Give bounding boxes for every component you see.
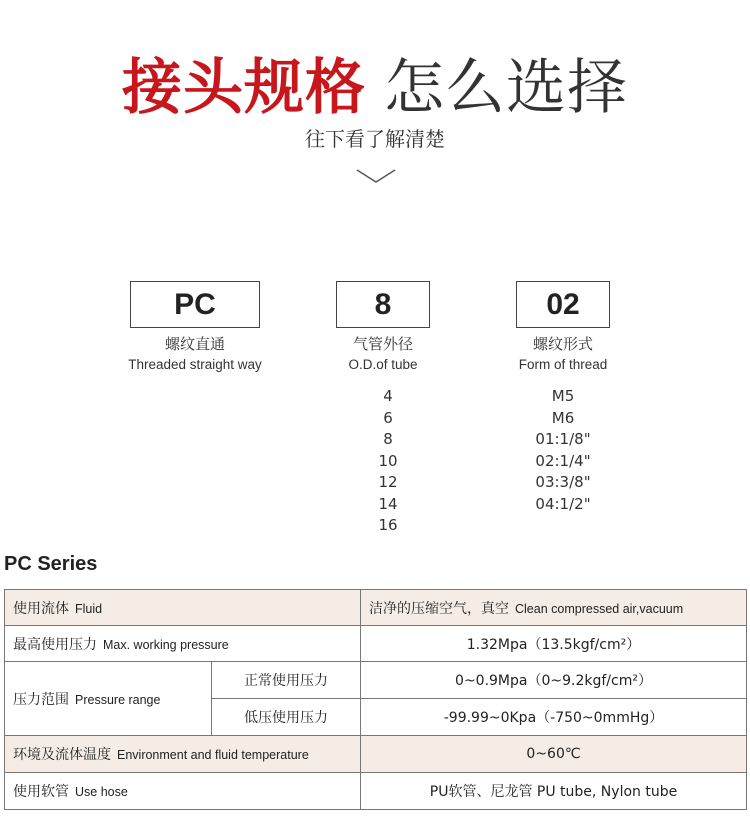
code-label-thread-en: Form of thread (518, 357, 608, 372)
list-item: 14 (378, 494, 398, 513)
code-label-type-cn: 螺纹直通 (164, 335, 225, 353)
list-item: 8 (383, 430, 393, 448)
table-row (5, 626, 747, 662)
hose-value: PU软管、尼龙管 PU tube, Nylon tube (361, 773, 747, 810)
list-item: 4 (383, 387, 393, 405)
table-row (5, 773, 747, 810)
list-item: 12 (378, 473, 398, 491)
title-highlight: 接头规格 (122, 53, 366, 123)
hose-label: 使用软管 Use hose (5, 773, 361, 810)
thread-form-list (513, 386, 613, 515)
code-label-thread-cn: 螺纹形式 (532, 335, 593, 353)
max-pressure-value: 1.32Mpa（13.5kgf/cm²） (361, 626, 747, 662)
normal-pressure-label: 正常使用压力 (212, 662, 361, 699)
max-pressure-label: 最高使用压力 Max. working pressure (5, 626, 361, 662)
code-label-tube-en: O.D.of tube (348, 357, 418, 372)
temperature-value: 0~60℃ (361, 736, 747, 773)
code-label-tube-cn: 气管外径 (352, 335, 413, 353)
code-label-type-en: Threaded straight way (128, 357, 262, 372)
normal-pressure-value: 0~0.9Mpa（0~9.2kgf/cm²） (361, 662, 747, 699)
list-item: 03:3/8" (535, 473, 591, 491)
list-item: 6 (383, 408, 393, 427)
fluid-label: 使用流体 Fluid (5, 590, 361, 626)
list-item: M5 (551, 387, 575, 405)
list-item: 04:1/2" (535, 494, 591, 513)
spec-table (4, 589, 747, 810)
list-item: 10 (378, 451, 398, 470)
table-row (5, 736, 747, 773)
low-pressure-value: -99.99~0Kpa（-750~0mmHg） (361, 699, 747, 736)
code-box-type: PC (130, 281, 260, 328)
list-item: 16 (378, 516, 398, 534)
list-item: 02:1/4" (535, 451, 591, 470)
list-item: 01:1/8" (535, 430, 591, 448)
table-row (5, 662, 747, 699)
series-title: PC Series (4, 553, 98, 575)
table-row (5, 590, 747, 626)
chevron-down-icon (356, 168, 396, 184)
pressure-range-label: 压力范围 Pressure range (5, 662, 212, 736)
code-box-thread: 02 (516, 281, 610, 328)
tube-size-list (348, 386, 428, 537)
page-title (0, 52, 750, 124)
code-box-tube-od: 8 (336, 281, 430, 328)
temperature-label: 环境及流体温度 Environment and fluid temperature (5, 736, 361, 773)
list-item: M6 (551, 408, 575, 427)
title-rest: 怎么选择 (384, 53, 628, 123)
fluid-value: 洁净的压缩空气，真空 Clean compressed air,vacuum (361, 590, 747, 626)
low-pressure-label: 低压使用压力 (212, 699, 361, 736)
subtitle: 往下看了解清楚 (305, 127, 445, 151)
